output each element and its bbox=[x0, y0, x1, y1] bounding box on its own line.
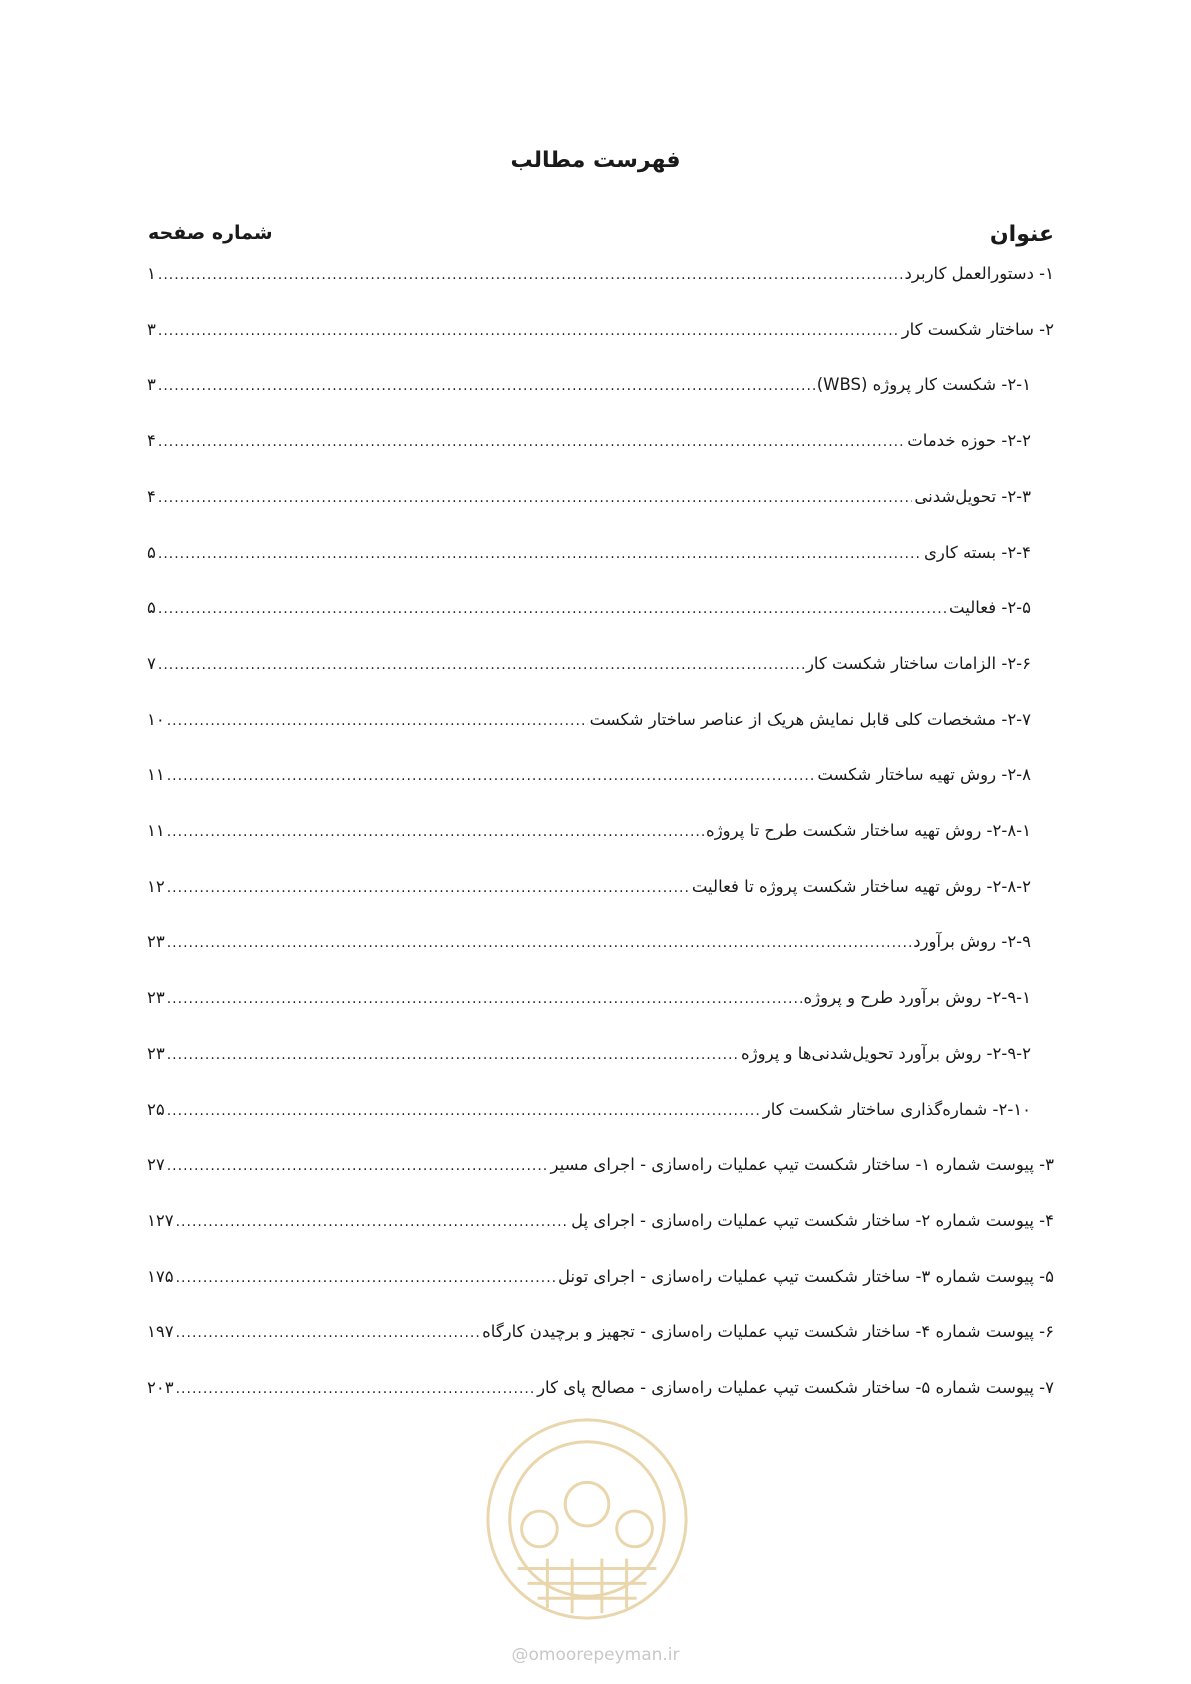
toc-entry[interactable] bbox=[147, 264, 1054, 294]
toc-leader-dots bbox=[158, 546, 922, 562]
toc-entry-page: ۵ bbox=[147, 542, 156, 562]
toc-entry-page: ۲۵ bbox=[147, 1099, 165, 1119]
toc-entry-page: ۵ bbox=[147, 598, 156, 618]
page-title: فهرست مطالب bbox=[510, 148, 681, 173]
toc-entry-title: ۲-۸- روش تهیه ساختار شکست bbox=[817, 765, 1031, 785]
toc-entry-title: ۲-۹-۲- روش برآورد تحویل‌شدنی‌ها و پروژه bbox=[741, 1043, 1031, 1063]
toc-entry-page: ۱۱ bbox=[147, 821, 165, 840]
toc-entry[interactable] bbox=[147, 1100, 1031, 1130]
toc-entry-title: ۳- پیوست شماره ۱- ساختار شکست تیپ عملیات راه‌سازی - اجرای مسیر bbox=[550, 1155, 1054, 1175]
column-header-topic: عنوان bbox=[989, 222, 1054, 247]
toc-entry-page: ۲۳ bbox=[147, 932, 165, 952]
toc-entry-title: ۱- دستورالعمل کاربرد bbox=[904, 264, 1054, 283]
toc-leader-dots bbox=[158, 657, 804, 673]
toc-entry[interactable] bbox=[147, 821, 1031, 851]
toc-entry[interactable] bbox=[147, 765, 1031, 795]
toc-entry[interactable] bbox=[147, 1155, 1054, 1185]
toc-entry-page: ۱۹۷ bbox=[147, 1322, 174, 1342]
toc-entry[interactable] bbox=[147, 1267, 1054, 1297]
toc-leader-dots bbox=[167, 1158, 549, 1174]
toc-leader-dots bbox=[158, 601, 947, 617]
toc-leader-dots bbox=[167, 1103, 761, 1119]
toc-entry-page: ۲۷ bbox=[147, 1155, 165, 1175]
toc-entry-page: ۱ bbox=[147, 264, 156, 283]
toc-entry-title: ۲-۶- الزامات ساختار شکست کار bbox=[805, 653, 1031, 673]
toc-entry[interactable] bbox=[147, 1044, 1031, 1074]
toc-entry-title: ۲-۲- حوزه خدمات bbox=[907, 431, 1031, 451]
toc-entry-page: ۱۲۷ bbox=[147, 1210, 174, 1230]
toc-leader-dots bbox=[176, 1214, 570, 1230]
toc-entry[interactable] bbox=[147, 375, 1031, 405]
toc-leader-dots bbox=[158, 434, 905, 450]
toc-leader-dots bbox=[167, 768, 816, 784]
toc-entry-title: ۴- پیوست شماره ۲- ساختار شکست تیپ عملیات راه‌سازی - اجرای پل bbox=[571, 1210, 1054, 1230]
toc-entry[interactable] bbox=[147, 543, 1031, 573]
toc-leader-dots bbox=[167, 880, 690, 896]
toc-entry-page: ۲۰۳ bbox=[147, 1378, 174, 1397]
toc-entry-title: ۲-۱۰- شماره‌گذاری ساختار شکست کار bbox=[762, 1099, 1031, 1119]
toc-entry-title: ۲-۸-۱- روش تهیه ساختار شکست طرح تا پروژه bbox=[706, 821, 1031, 840]
toc-entry-title: ۲-۷- مشخصات کلی قابل نمایش هریک از عناصر ساختار شکست bbox=[589, 709, 1031, 729]
toc-entry[interactable] bbox=[147, 1211, 1054, 1241]
toc-entry-page: ۷ bbox=[147, 653, 156, 673]
toc-entry-title: ۶- پیوست شماره ۴- ساختار شکست تیپ عملیات راه‌سازی - تجهیز و برچیدن کارگاه bbox=[482, 1322, 1054, 1342]
toc-entry-page: ۱۷۵ bbox=[147, 1266, 174, 1286]
toc-leader-dots bbox=[176, 1270, 556, 1286]
toc-entry[interactable] bbox=[147, 932, 1031, 962]
toc-entry-title: ۵- پیوست شماره ۳- ساختار شکست تیپ عملیات راه‌سازی - اجرای تونل bbox=[557, 1266, 1054, 1286]
toc-entry-page: ۳ bbox=[147, 375, 156, 395]
toc-entry[interactable] bbox=[147, 710, 1031, 740]
toc-entry[interactable] bbox=[147, 654, 1031, 684]
toc-entry-title: ۲-۱- شکست کار پروژه (WBS) bbox=[816, 375, 1031, 395]
toc-leader-dots bbox=[167, 1047, 739, 1063]
watermark-logo-icon bbox=[478, 1410, 696, 1628]
toc-leader-dots bbox=[176, 1381, 536, 1397]
toc-entry[interactable] bbox=[147, 320, 1054, 350]
toc-entry-page: ۴ bbox=[147, 431, 156, 451]
toc-entry-page: ۱۰ bbox=[147, 709, 165, 729]
toc-leader-dots bbox=[158, 323, 900, 339]
toc-entry[interactable] bbox=[147, 598, 1031, 628]
toc-entry[interactable] bbox=[147, 1322, 1054, 1352]
toc-entry[interactable] bbox=[147, 487, 1031, 517]
toc-entry-page: ۱۱ bbox=[147, 765, 165, 785]
toc-entry-page: ۴ bbox=[147, 486, 156, 506]
toc-entry-title: ۲-۴- بسته کاری bbox=[923, 542, 1031, 562]
toc-entry[interactable] bbox=[147, 1378, 1054, 1408]
toc-entry-page: ۳ bbox=[147, 319, 156, 339]
column-header-page-number: شماره صفحه bbox=[148, 222, 273, 244]
toc-leader-dots bbox=[167, 824, 704, 840]
toc-entry-title: ۷- پیوست شماره ۵- ساختار شکست تیپ عملیات راه‌سازی - مصالح پای کار bbox=[537, 1378, 1054, 1397]
toc-entry[interactable] bbox=[147, 988, 1031, 1018]
toc-entry-title: ۲-۹-۱- روش برآورد طرح و پروژه bbox=[803, 988, 1031, 1008]
watermark-text: @omoorepeyman.ir bbox=[511, 1645, 680, 1665]
toc-entry-page: ۲۳ bbox=[147, 988, 165, 1008]
toc-entry-title: ۲-۳- تحویل‌شدنی bbox=[914, 486, 1031, 506]
toc-leader-dots bbox=[158, 378, 815, 394]
toc-entry[interactable] bbox=[147, 877, 1031, 907]
toc-leader-dots bbox=[176, 1325, 481, 1341]
toc-leader-dots bbox=[167, 713, 588, 729]
toc-entry-title: ۲-۵- فعالیت bbox=[949, 598, 1031, 618]
toc-entry[interactable] bbox=[147, 431, 1031, 461]
toc-entry-page: ۱۲ bbox=[147, 876, 165, 896]
toc-leader-dots bbox=[167, 991, 802, 1007]
toc-leader-dots bbox=[167, 935, 911, 951]
toc-entry-page: ۲۳ bbox=[147, 1043, 165, 1063]
toc-entry-title: ۲- ساختار شکست کار bbox=[901, 319, 1054, 339]
toc-leader-dots bbox=[158, 490, 913, 506]
toc-entry-title: ۲-۸-۲- روش تهیه ساختار شکست پروژه تا فعالیت bbox=[691, 876, 1031, 896]
toc-leader-dots bbox=[158, 267, 903, 283]
toc-entry-title: ۲-۹- روش برآورد bbox=[913, 932, 1031, 952]
